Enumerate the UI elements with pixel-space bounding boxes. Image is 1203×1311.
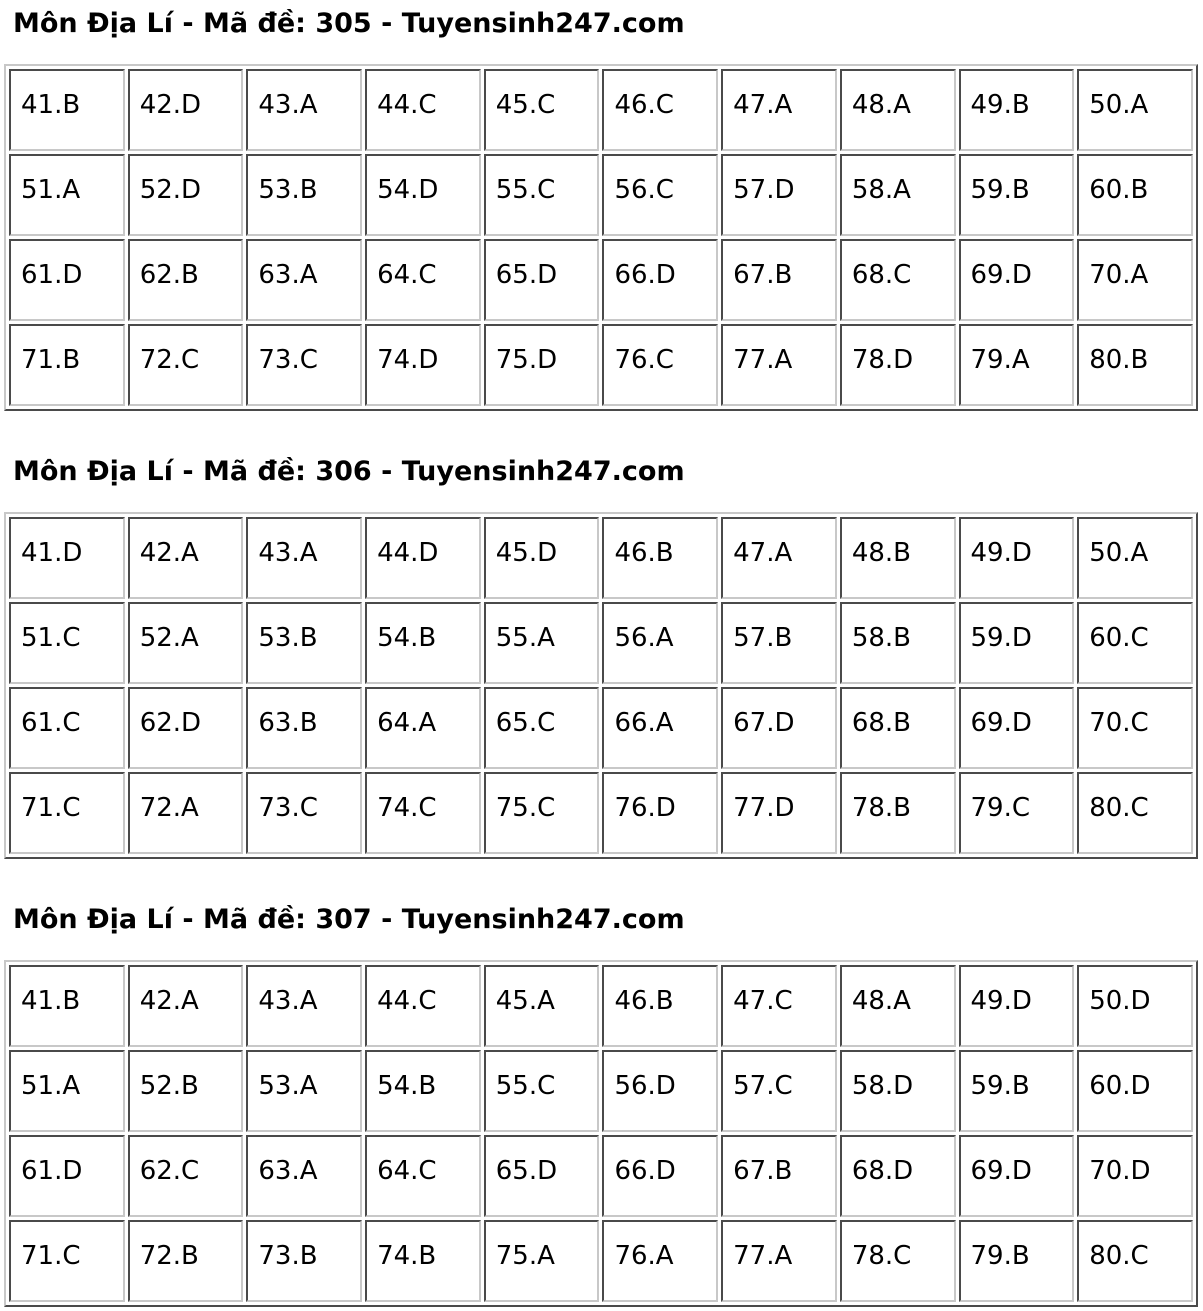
answer-cell: 68.D (840, 1135, 956, 1217)
answer-cell: 56.C (602, 154, 718, 236)
answer-cell: 71.B (9, 324, 125, 406)
answer-cell: 54.D (365, 154, 481, 236)
answer-cell: 69.D (959, 687, 1075, 769)
answer-cell: 44.C (365, 69, 481, 151)
answer-cell: 59.B (959, 154, 1075, 236)
answer-cell: 50.A (1077, 69, 1193, 151)
answer-cell: 62.B (128, 239, 244, 321)
answer-cell: 59.B (959, 1050, 1075, 1132)
answer-cell: 65.D (484, 1135, 600, 1217)
answer-cell: 41.D (9, 517, 125, 599)
answer-row (9, 772, 1193, 854)
answer-cell: 51.A (9, 154, 125, 236)
answer-cell: 43.A (246, 517, 362, 599)
answer-cell: 77.D (721, 772, 837, 854)
answer-cell: 46.B (602, 517, 718, 599)
answer-cell: 63.A (246, 239, 362, 321)
answer-cell: 57.B (721, 602, 837, 684)
answer-cell: 49.D (959, 517, 1075, 599)
answer-cell: 57.D (721, 154, 837, 236)
answer-cell: 75.D (484, 324, 600, 406)
answer-table (4, 64, 1198, 411)
answer-cell: 54.B (365, 1050, 481, 1132)
answer-cell: 47.A (721, 517, 837, 599)
answer-cell: 78.D (840, 324, 956, 406)
answer-cell: 56.A (602, 602, 718, 684)
answer-cell: 71.C (9, 772, 125, 854)
answer-cell: 66.D (602, 239, 718, 321)
answer-cell: 74.D (365, 324, 481, 406)
answer-cell: 78.B (840, 772, 956, 854)
answer-cell: 61.C (9, 687, 125, 769)
answer-cell: 50.D (1077, 965, 1193, 1047)
answer-cell: 55.A (484, 602, 600, 684)
answer-cell: 70.A (1077, 239, 1193, 321)
answer-cell: 76.C (602, 324, 718, 406)
answer-cell: 72.B (128, 1220, 244, 1302)
answer-cell: 49.D (959, 965, 1075, 1047)
answer-cell: 53.A (246, 1050, 362, 1132)
answer-cell: 46.C (602, 69, 718, 151)
answer-cell: 78.C (840, 1220, 956, 1302)
answer-cell: 61.D (9, 1135, 125, 1217)
answer-cell: 60.D (1077, 1050, 1193, 1132)
answer-cell: 47.A (721, 69, 837, 151)
answer-cell: 43.A (246, 69, 362, 151)
answer-cell: 53.B (246, 154, 362, 236)
answer-cell: 48.A (840, 69, 956, 151)
answer-row (9, 517, 1193, 599)
answer-cell: 80.C (1077, 1220, 1193, 1302)
answer-cell: 74.C (365, 772, 481, 854)
answer-cell: 45.D (484, 517, 600, 599)
answer-cell: 48.A (840, 965, 956, 1047)
answer-cell: 79.B (959, 1220, 1075, 1302)
answer-cell: 67.B (721, 1135, 837, 1217)
answer-cell: 59.D (959, 602, 1075, 684)
answer-cell: 55.C (484, 154, 600, 236)
answer-cell: 58.D (840, 1050, 956, 1132)
answer-cell: 79.C (959, 772, 1075, 854)
answer-cell: 55.C (484, 1050, 600, 1132)
answer-cell: 57.C (721, 1050, 837, 1132)
answer-cell: 65.C (484, 687, 600, 769)
answer-cell: 60.C (1077, 602, 1193, 684)
answer-cell: 80.B (1077, 324, 1193, 406)
answer-cell: 46.B (602, 965, 718, 1047)
answer-cell: 64.A (365, 687, 481, 769)
answer-cell: 62.C (128, 1135, 244, 1217)
answer-cell: 79.A (959, 324, 1075, 406)
answer-cell: 76.D (602, 772, 718, 854)
answer-cell: 71.C (9, 1220, 125, 1302)
answer-cell: 73.C (246, 324, 362, 406)
answer-cell: 51.A (9, 1050, 125, 1132)
answer-cell: 80.C (1077, 772, 1193, 854)
answer-cell: 73.B (246, 1220, 362, 1302)
answer-cell: 67.B (721, 239, 837, 321)
answer-cell: 44.C (365, 965, 481, 1047)
answer-cell: 75.C (484, 772, 600, 854)
answer-cell: 45.C (484, 69, 600, 151)
answer-row (9, 239, 1193, 321)
answer-cell: 52.A (128, 602, 244, 684)
answer-cell: 47.C (721, 965, 837, 1047)
answer-row (9, 602, 1193, 684)
answer-table (4, 960, 1198, 1307)
answer-cell: 72.A (128, 772, 244, 854)
answer-cell: 42.A (128, 965, 244, 1047)
answer-table (4, 512, 1198, 859)
answer-cell: 41.B (9, 965, 125, 1047)
answer-cell: 42.D (128, 69, 244, 151)
answer-cell: 64.C (365, 239, 481, 321)
answer-cell: 66.D (602, 1135, 718, 1217)
answer-cell: 70.D (1077, 1135, 1193, 1217)
answer-row (9, 1135, 1193, 1217)
answer-cell: 69.D (959, 239, 1075, 321)
answer-cell: 50.A (1077, 517, 1193, 599)
answer-row (9, 154, 1193, 236)
answer-cell: 73.C (246, 772, 362, 854)
answer-cell: 69.D (959, 1135, 1075, 1217)
answer-cell: 48.B (840, 517, 956, 599)
answer-cell: 60.B (1077, 154, 1193, 236)
answer-cell: 74.B (365, 1220, 481, 1302)
answer-cell: 52.B (128, 1050, 244, 1132)
answer-cell: 49.B (959, 69, 1075, 151)
answer-cell: 65.D (484, 239, 600, 321)
answer-row (9, 687, 1193, 769)
answer-row (9, 324, 1193, 406)
answer-cell: 61.D (9, 239, 125, 321)
answer-cell: 67.D (721, 687, 837, 769)
answer-cell: 53.B (246, 602, 362, 684)
answer-cell: 42.A (128, 517, 244, 599)
section-title: Môn Địa Lí - Mã đề: 306 - Tuyensinh247.com (13, 456, 685, 487)
answer-cell: 56.D (602, 1050, 718, 1132)
answer-cell: 68.B (840, 687, 956, 769)
answer-cell: 63.A (246, 1135, 362, 1217)
answer-cell: 45.A (484, 965, 600, 1047)
answer-cell: 54.B (365, 602, 481, 684)
answer-cell: 76.A (602, 1220, 718, 1302)
answer-cell: 43.A (246, 965, 362, 1047)
answer-cell: 68.C (840, 239, 956, 321)
answer-cell: 77.A (721, 1220, 837, 1302)
answer-cell: 70.C (1077, 687, 1193, 769)
section-title: Môn Địa Lí - Mã đề: 305 - Tuyensinh247.com (13, 8, 685, 39)
section-title: Môn Địa Lí - Mã đề: 307 - Tuyensinh247.com (13, 904, 685, 935)
answer-cell: 51.C (9, 602, 125, 684)
answer-cell: 64.C (365, 1135, 481, 1217)
answer-row (9, 1220, 1193, 1302)
answer-cell: 41.B (9, 69, 125, 151)
answer-cell: 75.A (484, 1220, 600, 1302)
answer-cell: 58.A (840, 154, 956, 236)
answer-cell: 66.A (602, 687, 718, 769)
answer-row (9, 69, 1193, 151)
answer-cell: 52.D (128, 154, 244, 236)
answer-row (9, 1050, 1193, 1132)
answer-cell: 44.D (365, 517, 481, 599)
answer-cell: 58.B (840, 602, 956, 684)
answer-cell: 72.C (128, 324, 244, 406)
answer-row (9, 965, 1193, 1047)
answer-cell: 63.B (246, 687, 362, 769)
answer-cell: 62.D (128, 687, 244, 769)
answer-cell: 77.A (721, 324, 837, 406)
